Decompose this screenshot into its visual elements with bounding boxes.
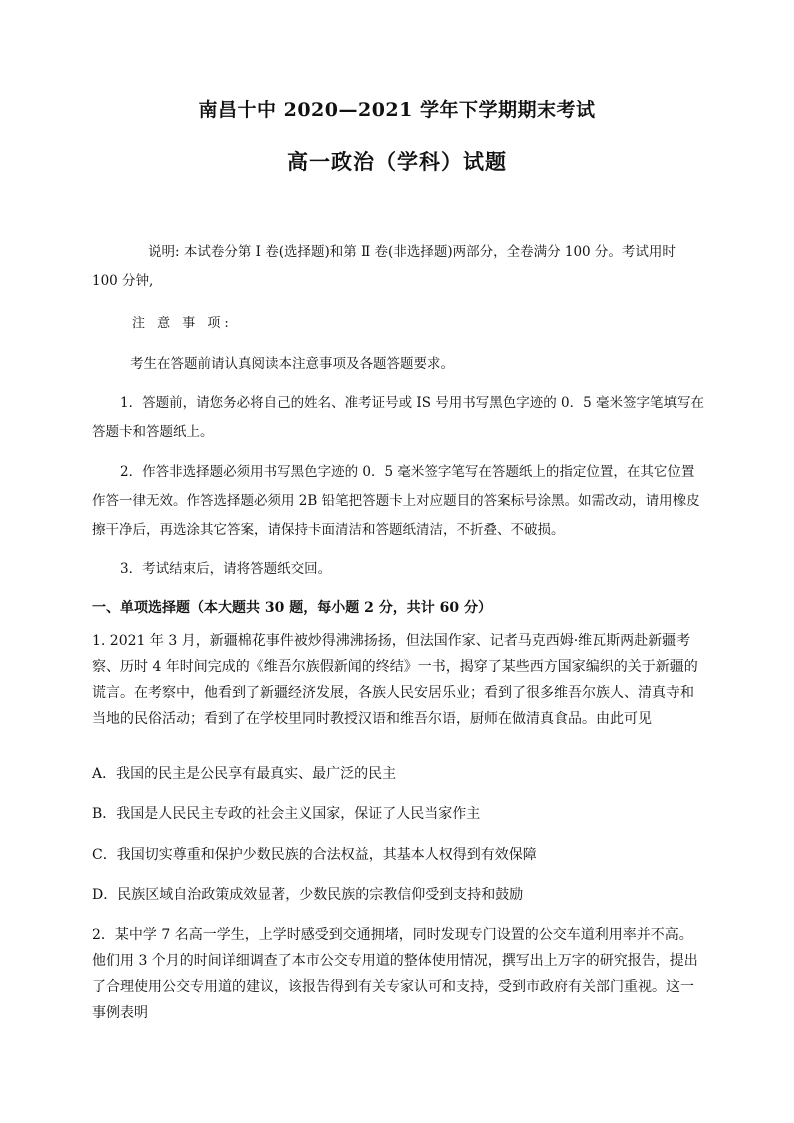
- question-1-option-d: D．民族区域自治政策成效显著，少数民族的宗教信仰受到支持和鼓励: [92, 887, 524, 903]
- question-1-option-b: B．我国是人民民主专政的社会主义国家，保证了人民当家作主: [92, 806, 481, 822]
- notes-heading: 注 意 事 项:: [132, 316, 233, 331]
- question-1-option-c: C．我国切实尊重和保护少数民族的合法权益，其基本人权得到有效保障: [92, 847, 537, 863]
- question-2-stem: 2．某中学 7 名高一学生，上学时感受到交通拥堵，同时发现专门设置的公交车道利用率并不高。他们用 3 个月的时间详细调查了本市公交专用道的整体使用情况，撰写出上万字的研究报告，提出了合理使用公交专用道的建议，该报告得到有关专家认可和支持，受到市政府有关部门重视。这一事例表明: [92, 927, 698, 1021]
- instructions-intro: 说明: 本试卷分第 Ⅰ 卷(选择题)和第 Ⅱ 卷(非选择题)两部分，全卷满分 100 分。考试用时 100 分钟,: [92, 244, 676, 289]
- notes-intro: 考生在答题前请认真阅读本注意事项及各题答题要求。: [130, 356, 454, 372]
- instruction-item-2: 2．作答非选择题必须用书写黑色字迹的 0．5 毫米签字笔写在答题纸上的指定位置，在其它位置作答一律无效。作答选择题必须用 2B 铅笔把答题卡上对应题目的答案标号涂黑。如需改动，请用橡皮擦干净后，再选涂其它答案，请保持卡面清洁和答题纸清洁，不折叠、不破损。: [92, 464, 700, 538]
- question-1-stem: 1. 2021 年 3 月，新疆棉花事件被炒得沸沸扬扬，但法国作家、记者马克西姆·维瓦斯两赴新疆考察、历时 4 年时间完成的《维吾尔族假新闻的终结》一书，揭穿了某些西方国家编织的关于新疆的谎言。在考察中，他看到了新疆经济发展，各族人民安居乐业；看到了很多维吾尔族人、清真寺和当地的民俗活动；看到了在学校里同时教授汉语和维吾尔语，厨师在做清真食品。由此可见: [92, 633, 698, 727]
- instruction-item-1: 1．答题前，请您务必将自己的姓名、准考证号或 IS 号用书写黑色字迹的 0．5 毫米签字笔填写在答题卡和答题纸上。: [92, 395, 705, 440]
- section-heading: 一、单项选择题（本大题共 30 题，每小题 2 分，共计 60 分）: [92, 600, 492, 616]
- question-1-option-a: A．我国的民主是公民享有最真实、最广泛的民主: [92, 766, 397, 782]
- instruction-item-3: 3．考试结束后，请将答题纸交回。: [120, 561, 332, 577]
- exam-title: 南昌十中 2020—2021 学年下学期期末考试: [198, 99, 596, 121]
- exam-subtitle: 高一政治（学科）试题: [287, 149, 507, 174]
